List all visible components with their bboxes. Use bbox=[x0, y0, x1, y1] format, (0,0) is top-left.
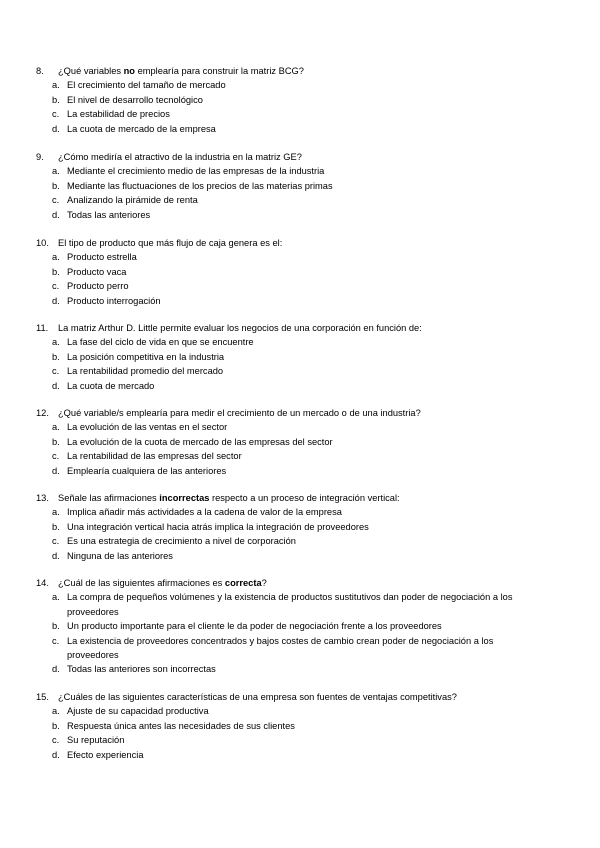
question-line bbox=[36, 150, 556, 164]
question-8 bbox=[36, 64, 556, 136]
question-text-part: Señale las afirmaciones bbox=[58, 493, 160, 503]
question-number: 10. bbox=[36, 238, 49, 248]
option-text: Su reputación bbox=[67, 735, 125, 746]
option-letter: c. bbox=[52, 366, 60, 377]
question-text: ¿Qué variable/s emplearía para medir el crecimiento de un mercado o de una industria? bbox=[58, 408, 421, 418]
option-letter: b. bbox=[52, 266, 60, 277]
option-text: La posición competitiva en la industria bbox=[67, 351, 225, 362]
question-number: 11. bbox=[36, 323, 49, 333]
option-text: Efecto experiencia bbox=[67, 749, 144, 760]
question-13 bbox=[36, 491, 556, 563]
option-letter: b. bbox=[52, 351, 60, 362]
option-text: Un producto importante para el cliente le da poder de negociación frente a los proveedores bbox=[67, 621, 442, 632]
question-text: La matriz Arthur D. Little permite evaluar los negocios de una corporación en función de: bbox=[58, 323, 422, 333]
question-number: 13. bbox=[36, 493, 49, 503]
option-text: Producto interrogación bbox=[67, 295, 161, 306]
question-line bbox=[36, 491, 556, 505]
question-text: ¿Cómo mediría el atractivo de la industria en la matriz GE? bbox=[58, 152, 302, 162]
question-15 bbox=[36, 690, 556, 762]
options-list bbox=[36, 590, 556, 676]
option-a bbox=[52, 335, 556, 349]
option-letter: a. bbox=[52, 80, 60, 91]
option-text: Mediante las fluctuaciones de los precios de las materias primas bbox=[67, 180, 333, 191]
option-a bbox=[52, 505, 556, 519]
option-text: Producto perro bbox=[67, 281, 129, 292]
options-list bbox=[36, 78, 556, 136]
option-b bbox=[52, 179, 556, 193]
option-letter: c. bbox=[52, 451, 60, 462]
option-text: La evolución de las ventas en el sector bbox=[67, 422, 228, 433]
options-list bbox=[36, 505, 556, 563]
option-letter: b. bbox=[52, 621, 60, 632]
option-b bbox=[52, 619, 556, 633]
option-letter: b. bbox=[52, 436, 60, 447]
question-text-part: ¿Qué variables bbox=[58, 66, 124, 76]
option-c bbox=[52, 364, 556, 378]
question-text bbox=[58, 64, 556, 78]
option-c bbox=[52, 534, 556, 548]
option-text: La rentabilidad promedio del mercado bbox=[67, 366, 224, 377]
option-c bbox=[52, 733, 556, 747]
option-letter: a. bbox=[52, 706, 60, 717]
option-c bbox=[52, 193, 556, 207]
question-number: 8. bbox=[36, 66, 44, 76]
question-text bbox=[58, 576, 556, 590]
question-line bbox=[36, 576, 556, 590]
question-text-part: respecto a un proceso de integración vertical: bbox=[209, 493, 400, 503]
question-emphasis: no bbox=[123, 66, 135, 76]
option-d bbox=[52, 379, 556, 393]
option-a bbox=[52, 78, 556, 92]
option-d bbox=[52, 122, 556, 136]
question-emphasis: incorrectas bbox=[159, 493, 210, 503]
option-text: Todas las anteriores bbox=[67, 209, 151, 220]
option-letter: d. bbox=[52, 209, 60, 220]
question-text: ¿Cuáles de las siguientes características de una empresa son fuentes de ventajas competitivas? bbox=[58, 692, 457, 702]
option-text: Es una estrategia de crecimiento a nivel de corporación bbox=[67, 536, 296, 547]
option-d bbox=[52, 464, 556, 478]
question-number: 9. bbox=[36, 152, 44, 162]
question-line bbox=[36, 236, 556, 250]
option-text: La cuota de mercado bbox=[67, 380, 155, 391]
options-list bbox=[36, 420, 556, 478]
option-d bbox=[52, 294, 556, 308]
option-letter: a. bbox=[52, 252, 60, 263]
question-text-part: ? bbox=[261, 578, 267, 588]
options-list bbox=[36, 335, 556, 393]
option-b bbox=[52, 435, 556, 449]
option-b bbox=[52, 350, 556, 364]
options-list bbox=[36, 250, 556, 308]
option-text: La evolución de la cuota de mercado de las empresas del sector bbox=[67, 436, 333, 447]
option-text: Ninguna de las anteriores bbox=[67, 550, 173, 561]
option-letter: a. bbox=[52, 166, 60, 177]
option-letter: d. bbox=[52, 380, 60, 391]
question-14 bbox=[36, 576, 556, 677]
option-letter: d. bbox=[52, 123, 60, 134]
option-d bbox=[52, 208, 556, 222]
option-c bbox=[52, 634, 556, 663]
option-a bbox=[52, 704, 556, 718]
option-letter: d. bbox=[52, 465, 60, 476]
option-a bbox=[52, 420, 556, 434]
option-letter: c. bbox=[52, 735, 60, 746]
question-text-part: ¿Cuál de las siguientes afirmaciones es bbox=[58, 578, 225, 588]
option-letter: b. bbox=[52, 720, 60, 731]
option-c bbox=[52, 107, 556, 121]
option-letter: a. bbox=[52, 337, 60, 348]
question-text: El tipo de producto que más flujo de caja genera es el: bbox=[58, 238, 283, 248]
option-text: La fase del ciclo de vida en que se encuentre bbox=[67, 337, 254, 348]
option-text: La existencia de proveedores concentrados y bajos costes de cambio crean poder de negociación a los proveedores bbox=[67, 635, 494, 661]
option-text: La estabilidad de precios bbox=[67, 109, 170, 120]
option-text: Implica añadir más actividades a la cadena de valor de la empresa bbox=[67, 507, 342, 518]
option-b bbox=[52, 520, 556, 534]
question-number: 12. bbox=[36, 408, 49, 418]
option-text: La compra de pequeños volúmenes y la existencia de productos sustitutivos dan poder de negociación a los proveedores bbox=[67, 592, 513, 617]
option-b bbox=[52, 719, 556, 733]
option-text: La cuota de mercado de la empresa bbox=[67, 123, 216, 134]
option-text: Producto estrella bbox=[67, 252, 137, 263]
question-9 bbox=[36, 150, 556, 222]
options-list bbox=[36, 164, 556, 222]
option-text: Ajuste de su capacidad productiva bbox=[67, 706, 209, 717]
question-number: 14. bbox=[36, 578, 49, 588]
question-text-part: emplearía para construir la matriz BCG? bbox=[134, 66, 304, 76]
option-letter: d. bbox=[52, 550, 60, 561]
option-letter: d. bbox=[52, 295, 60, 306]
question-11 bbox=[36, 321, 556, 393]
option-text: La rentabilidad de las empresas del sector bbox=[67, 451, 242, 462]
option-c bbox=[52, 449, 556, 463]
option-letter: a. bbox=[52, 592, 60, 603]
question-line bbox=[36, 406, 556, 420]
option-letter: c. bbox=[52, 536, 60, 547]
option-text: Analizando la pirámide de renta bbox=[67, 195, 198, 206]
question-line bbox=[36, 321, 556, 335]
question-emphasis: correcta bbox=[224, 578, 262, 588]
option-letter: c. bbox=[52, 195, 60, 206]
option-d bbox=[52, 748, 556, 762]
option-text: El crecimiento del tamaño de mercado bbox=[67, 80, 226, 91]
option-c bbox=[52, 279, 556, 293]
option-letter: a. bbox=[52, 507, 60, 518]
option-text: Una integración vertical hacia atrás implica la integración de proveedores bbox=[67, 521, 369, 532]
option-text: Producto vaca bbox=[67, 266, 127, 277]
question-line bbox=[36, 690, 556, 704]
option-a bbox=[52, 250, 556, 264]
option-text: Respuesta única antes las necesidades de sus clientes bbox=[67, 720, 295, 731]
option-letter: c. bbox=[52, 635, 60, 646]
option-d bbox=[52, 662, 556, 676]
question-12 bbox=[36, 406, 556, 478]
option-text: El nivel de desarrollo tecnológico bbox=[67, 94, 203, 105]
option-letter: b. bbox=[52, 180, 60, 191]
option-letter: c. bbox=[52, 281, 60, 292]
option-letter: c. bbox=[52, 109, 60, 120]
option-text: Emplearía cualquiera de las anteriores bbox=[67, 465, 227, 476]
option-a bbox=[52, 590, 556, 619]
option-a bbox=[52, 164, 556, 178]
question-10 bbox=[36, 236, 556, 308]
option-letter: b. bbox=[52, 94, 60, 105]
question-number: 15. bbox=[36, 692, 49, 702]
option-letter: d. bbox=[52, 664, 60, 675]
option-text: Todas las anteriores son incorrectas bbox=[67, 664, 216, 675]
option-d bbox=[52, 549, 556, 563]
option-text: Mediante el crecimiento medio de las empresas de la industria bbox=[67, 166, 325, 177]
option-letter: b. bbox=[52, 521, 60, 532]
option-b bbox=[52, 93, 556, 107]
options-list bbox=[36, 704, 556, 762]
option-letter: d. bbox=[52, 749, 60, 760]
option-b bbox=[52, 265, 556, 279]
option-letter: a. bbox=[52, 422, 60, 433]
question-text bbox=[58, 491, 556, 505]
question-line bbox=[36, 64, 556, 78]
